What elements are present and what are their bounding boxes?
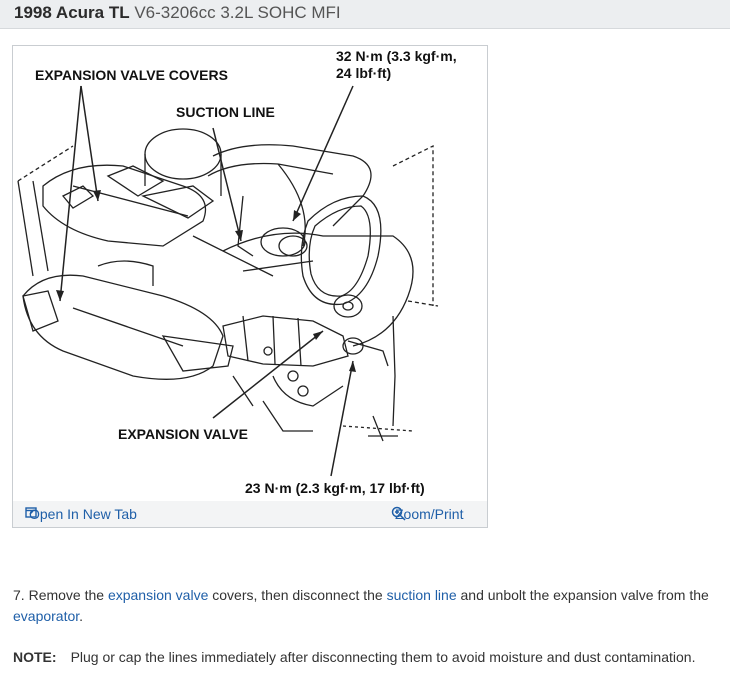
- engine-spec: V6-3206cc 3.2L SOHC MFI: [134, 3, 341, 22]
- note-text: Plug or cap the lines immediately after disconnecting them to avoid moisture and dust contamination.: [70, 649, 696, 665]
- label-expansion-valve-covers: EXPANSION VALVE COVERS: [35, 67, 228, 83]
- step-text-3: and unbolt the expansion valve from the: [456, 587, 709, 603]
- diagram-figure: [12, 45, 488, 528]
- header-bar: [0, 0, 730, 29]
- note-paragraph: [13, 647, 725, 667]
- label-torque-top-line1: 32 N·m (3.3 kgf·m,: [336, 48, 457, 64]
- step-text-4: .: [79, 608, 84, 624]
- label-torque-top-line2: 24 lbf·ft): [336, 65, 392, 81]
- open-new-tab-button[interactable]: [25, 506, 137, 522]
- note-label: NOTE:: [13, 649, 57, 665]
- zoom-print-button[interactable]: [391, 506, 463, 522]
- figure-toolbar: [13, 501, 487, 527]
- step-text-1: Remove the: [24, 587, 108, 603]
- vehicle-model: 1998 Acura TL: [14, 3, 130, 22]
- label-expansion-valve: EXPANSION VALVE: [118, 426, 248, 442]
- page-title: [14, 2, 341, 24]
- zoom-print-label: Zoom/Print: [395, 506, 464, 522]
- label-suction-line: SUCTION LINE: [176, 104, 275, 120]
- link-expansion-valve[interactable]: expansion valve: [107, 587, 209, 603]
- step-number: 7.: [13, 587, 25, 603]
- step-paragraph: [13, 585, 725, 627]
- link-evaporator[interactable]: evaporator: [13, 608, 80, 624]
- label-torque-bottom: 23 N·m (2.3 kgf·m, 17 lbf·ft): [245, 480, 425, 496]
- open-new-tab-label: Open In New Tab: [29, 506, 137, 522]
- link-suction-line[interactable]: suction line: [386, 587, 457, 603]
- step-text-2: covers, then disconnect the: [208, 587, 387, 603]
